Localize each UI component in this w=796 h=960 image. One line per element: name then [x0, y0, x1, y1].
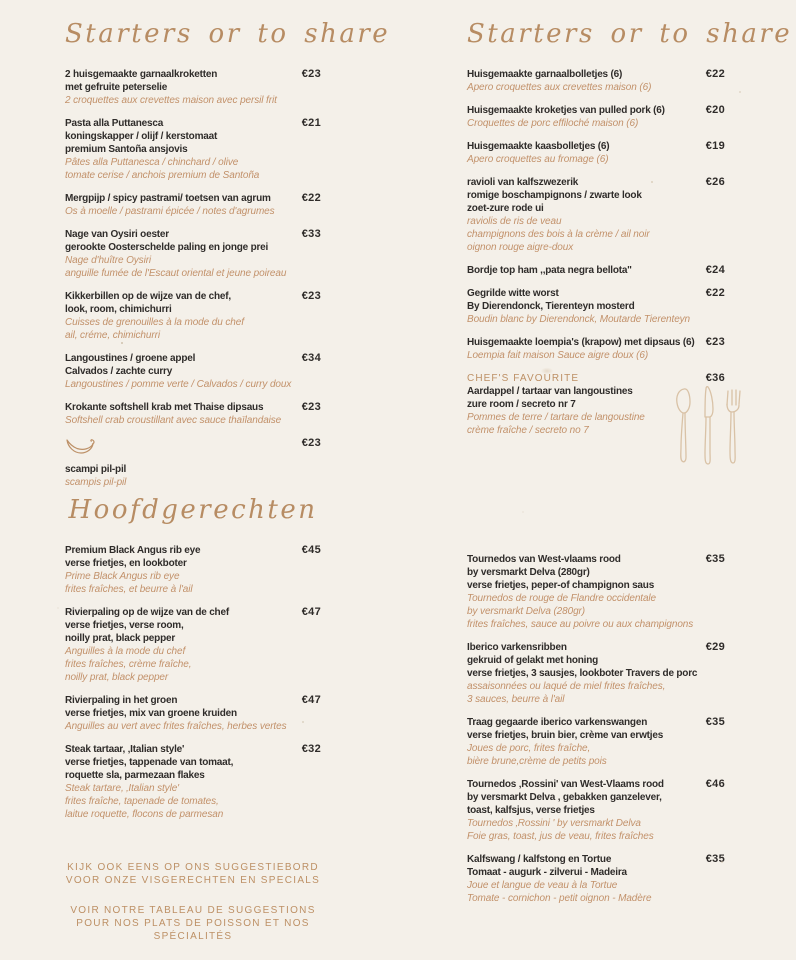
item-price: €22 — [301, 192, 321, 204]
item-translation-line: scampis pil-pil — [65, 477, 127, 488]
item-text — [467, 778, 725, 843]
cutlery-sketch-icon — [672, 384, 744, 498]
item-name-line: Bordje top ham ,,pata negra bellota'' — [467, 265, 632, 276]
item-name-line: Huisgemaakte kaasbolletjes (6) — [467, 141, 610, 152]
item-translation-line: laitue roquette, flocons de parmesan — [65, 809, 224, 820]
item-price: €23 — [301, 437, 321, 449]
item-text — [65, 743, 321, 821]
item-name-line: verse frietjes, mix van groene kruiden — [65, 708, 237, 719]
item-text — [65, 694, 321, 733]
item-price: €32 — [301, 743, 321, 755]
item-name-line: Calvados / zachte curry — [65, 366, 173, 377]
menu-item — [65, 544, 321, 596]
item-price: €23 — [301, 290, 321, 302]
item-price: €35 — [705, 553, 725, 565]
menu-item — [65, 743, 321, 821]
item-name-line: toast, kalfsjus, verse frietjes — [467, 805, 595, 816]
item-name-line: Mergpijp / spicy pastrami/ toetsen van agrum — [65, 193, 271, 204]
item-price: €33 — [301, 228, 321, 240]
menu-item — [467, 140, 725, 166]
item-name-line: Pasta alla Puttanesca — [65, 118, 164, 129]
item-text — [467, 264, 725, 277]
item-text — [65, 352, 321, 391]
item-text — [65, 68, 321, 107]
menu-item — [467, 553, 725, 631]
menu-item — [65, 117, 321, 182]
item-text — [467, 716, 725, 768]
item-translation-line: Pâtes alla Puttanesca / chinchard / olive — [65, 157, 239, 168]
item-price: €23 — [301, 401, 321, 413]
item-name-line: by versmarkt Delva (280gr) — [467, 567, 590, 578]
item-text — [65, 437, 321, 489]
item-price: €26 — [705, 176, 725, 188]
item-translation-line: frites fraîches, et beurre à l'ail — [65, 584, 193, 595]
item-translation-line: noilly prat, black pepper — [65, 672, 169, 683]
menu-item — [65, 694, 321, 733]
item-name-line: Huisgemaakte loempia's (krapow) met dipsaus (6) — [467, 337, 695, 348]
starters-right-items — [467, 68, 725, 437]
item-translation-line: frites fraîches, sauce au poivre ou aux champignons — [467, 619, 694, 630]
item-name-line: Nage van Oysiri oester — [65, 229, 169, 240]
item-translation-line: Boudin blanc by Dierendonck, Moutarde Tierenteyn — [467, 314, 691, 325]
item-name-line: Kikkerbillen op de wijze van de chef, — [65, 291, 231, 302]
menu-item — [65, 437, 321, 489]
menu-item — [65, 228, 321, 280]
item-price: €46 — [705, 778, 725, 790]
item-name-line: Kalfswang / kalfstong en Tortue — [467, 854, 612, 865]
item-price: €29 — [705, 641, 725, 653]
item-name-line: ravioli van kalfszwezerik — [467, 177, 579, 188]
item-name-line: Tomaat - augurk - zilverui - Madeira — [467, 867, 627, 878]
menu-item — [65, 606, 321, 684]
menu-item — [467, 336, 725, 362]
item-name-line: Gegrilde witte worst — [467, 288, 559, 299]
item-translation-line: Tomate - cornichon - petit oignon - Madère — [467, 893, 652, 904]
suggestions-note-fr — [65, 904, 321, 943]
item-text — [65, 606, 321, 684]
item-translation-line: Joue et langue de veau à la Tortue — [467, 880, 618, 891]
item-name-line: Traag gegaarde iberico varkenswangen — [467, 717, 648, 728]
item-translation-line: Anguilles au vert avec frites fraîches, herbes vertes — [65, 721, 287, 732]
item-name-line: premium Santoña ansjovis — [65, 144, 188, 155]
item-text — [65, 544, 321, 596]
item-price: €36 — [705, 372, 725, 384]
item-price: €22 — [705, 287, 725, 299]
chefs-favourite-label: CHEF'S FAVOURITE — [467, 373, 580, 384]
mains-left-items — [65, 544, 321, 821]
item-name-line: Rivierpaling in het groen — [65, 695, 178, 706]
starters-right-title: Starters or to share — [467, 19, 793, 49]
item-name-line: gerookte Oosterschelde paling en jonge prei — [65, 242, 269, 253]
item-price: €45 — [301, 544, 321, 556]
item-translation-line: Cuisses de grenouilles à la mode du chef — [65, 317, 244, 328]
item-text — [467, 287, 725, 326]
item-text — [467, 104, 725, 130]
item-translation-line: by versmarkt Delva (280gr) — [467, 606, 585, 617]
item-name-line: koningskapper / olijf / kerstomaat — [65, 131, 218, 142]
suggestions-note-fr-line2: POUR NOS PLATS DE POISSON ET NOS SPÉCIALITÉS — [76, 918, 310, 942]
item-text — [65, 290, 321, 342]
mains-right-items — [467, 553, 725, 905]
menu-item — [467, 716, 725, 768]
item-price: €22 — [705, 68, 725, 80]
item-translation-line: Os à moelle / pastrami épicée / notes d'agrumes — [65, 206, 275, 217]
menu-item — [467, 68, 725, 94]
item-name-line: scampi pil-pil — [65, 464, 127, 475]
starters-left-title: Starters or to share — [65, 19, 391, 49]
starters-left-items — [65, 68, 321, 489]
item-name-line: Aardappel / tartaar van langoustines — [467, 386, 633, 397]
item-translation-line: oignon rouge aigre-doux — [467, 242, 574, 253]
item-name-line: verse frietjes, verse room, — [65, 620, 184, 631]
item-name-line: verse frietjes, tappenade van tomaat, — [65, 757, 234, 768]
item-translation-line: Steak tartare, ‚Italian style' — [65, 783, 179, 794]
menu-item — [467, 176, 725, 254]
item-text — [467, 68, 725, 94]
item-translation-line: crème fraîche / secreto no 7 — [467, 425, 589, 436]
item-text — [467, 641, 725, 706]
item-text — [65, 228, 321, 280]
item-translation-line: Tournedos ‚Rossini ' by versmarkt Delva — [467, 818, 641, 829]
item-text — [467, 140, 725, 166]
suggestions-note-nl-line2: VOOR ONZE VISGERECHTEN EN SPECIALS — [65, 875, 321, 886]
item-name-line: zoet-zure rode ui — [467, 203, 544, 214]
item-translation-line: Softshell crab croustillant avec sauce thaïlandaise — [65, 415, 282, 426]
mains-title: Hoofdgerechten — [68, 495, 318, 525]
item-translation-line: Apero croquettes aux crevettes maison (6) — [467, 82, 652, 93]
menu-item — [65, 290, 321, 342]
item-name-line: zure room / secreto nr 7 — [467, 399, 576, 410]
item-price: €47 — [301, 606, 321, 618]
item-name-line: noilly prat, black pepper — [65, 633, 176, 644]
item-name-line: Tournedos ‚Rossini' van West-Vlaams rood — [467, 779, 664, 790]
item-price: €23 — [301, 68, 321, 80]
menu-item — [65, 401, 321, 427]
item-translation-line: bière brune,crème de petits pois — [467, 756, 607, 767]
item-text — [467, 553, 725, 631]
item-name-line: Krokante softshell krab met Thaise dipsaus — [65, 402, 264, 413]
item-name-line: Tournedos van West-vlaams rood — [467, 554, 621, 565]
item-name-line: met gefruite peterselie — [65, 82, 168, 93]
item-translation-line: Nage d'huître Oysiri — [65, 255, 152, 266]
item-text — [467, 336, 725, 362]
item-name-line: Huisgemaakte garnaalbolletjes (6) — [467, 69, 623, 80]
item-translation-line: Loempia fait maison Sauce aigre doux (6) — [467, 350, 649, 361]
item-translation-line: raviolis de ris de veau — [467, 216, 562, 227]
item-translation-line: anguille fumée de l'Escaut oriental et jeune poireau — [65, 268, 287, 279]
item-name-line: Iberico varkensribben — [467, 642, 567, 653]
item-price: €23 — [705, 336, 725, 348]
item-price: €35 — [705, 853, 725, 865]
menu-item — [467, 853, 725, 905]
item-translation-line: 3 sauces, beurre à l'ail — [467, 694, 565, 705]
section-mains-left — [65, 492, 321, 960]
menu-item — [65, 68, 321, 107]
item-translation-line: assaisonnées ou laqué de miel frites fraîches, — [467, 681, 666, 692]
item-text — [65, 117, 321, 182]
item-name-line: 2 huisgemaakte garnaalkroketten — [65, 69, 218, 80]
section-mains-right — [467, 553, 725, 915]
item-text — [65, 401, 321, 427]
menu-item — [65, 192, 321, 218]
item-name-line: Steak tartaar, ‚Italian style' — [65, 744, 185, 755]
item-price: €35 — [705, 716, 725, 728]
item-translation-line: Langoustines / pomme verte / Calvados / curry doux — [65, 379, 292, 390]
item-price: €21 — [301, 117, 321, 129]
item-name-line: Premium Black Angus rib eye — [65, 545, 201, 556]
menu-item — [65, 352, 321, 391]
item-text — [467, 853, 725, 905]
item-translation-line: Pommes de terre / tartare de langoustine — [467, 412, 645, 423]
item-price: €24 — [705, 264, 725, 276]
item-name-line: Rivierpaling op de wijze van de chef — [65, 607, 229, 618]
item-name-line: verse frietjes, peper-of champignon saus — [467, 580, 655, 591]
item-name-line: by versmarkt Delva , gebakken ganzelever, — [467, 792, 662, 803]
item-translation-line: ail, créme, chimichurri — [65, 330, 160, 341]
item-translation-line: Anguilles à la mode du chef — [65, 646, 186, 657]
suggestions-note — [65, 861, 321, 943]
menu-item — [467, 264, 725, 277]
chili-pepper-icon — [65, 437, 287, 457]
item-price: €20 — [705, 104, 725, 116]
item-translation-line: Foie gras, toast, jus de veau, frites fraîches — [467, 831, 654, 842]
item-name-line: Huisgemaakte kroketjes van pulled pork (6) — [467, 105, 665, 116]
item-name-line: Langoustines / groene appel — [65, 353, 196, 364]
item-name-line: By Dierendonck, Tierenteyn mosterd — [467, 301, 635, 312]
item-name-line: verse frietjes, bruin bier, crème van erwtjes — [467, 730, 664, 741]
menu-item — [467, 287, 725, 326]
item-text — [65, 192, 321, 218]
suggestions-note-nl — [65, 861, 321, 887]
item-price: €47 — [301, 694, 321, 706]
item-translation-line: champignons des bois à la crème / ail noir — [467, 229, 650, 240]
item-translation-line: Prime Black Angus rib eye — [65, 571, 180, 582]
item-price: €34 — [301, 352, 321, 364]
item-name-line: verse frietjes, 3 sausjes, lookboter Travers de porc — [467, 668, 698, 679]
menu-item — [467, 641, 725, 706]
item-price: €19 — [705, 140, 725, 152]
item-translation-line: Joues de porc, frites fraîche, — [467, 743, 591, 754]
item-translation-line: Croquettes de porc effiloché maison (6) — [467, 118, 639, 129]
menu-item — [467, 778, 725, 843]
suggestions-note-nl-line1: KIJK OOK EENS OP ONS SUGGESTIEBORD — [67, 862, 319, 873]
item-name-line: look, room, chimichurri — [65, 304, 172, 315]
section-starters-left — [65, 16, 391, 499]
item-name-line: roquette sla, parmezaan flakes — [65, 770, 205, 781]
suggestions-note-fr-line1: VOIR NOTRE TABLEAU DE SUGGESTIONS — [70, 905, 316, 916]
item-text — [467, 176, 725, 254]
item-translation-line: tomate cerise / anchois premium de Santoña — [65, 170, 260, 181]
item-translation-line: 2 croquettes aux crevettes maison avec persil frit — [65, 95, 277, 106]
item-translation-line: frites fraîche, tapenade de tomates, — [65, 796, 219, 807]
item-name-line: verse frietjes, en lookboter — [65, 558, 187, 569]
item-translation-line: frites fraîches, crème fraîche, — [65, 659, 192, 670]
item-translation-line: Apero croquettes au fromage (6) — [467, 154, 609, 165]
section-starters-right — [467, 16, 793, 447]
item-name-line: romige boschampignons / zwarte look — [467, 190, 642, 201]
item-name-line: gekruid of gelakt met honing — [467, 655, 599, 666]
menu-item — [467, 104, 725, 130]
item-translation-line: Tournedos de rouge de Flandre occidentale — [467, 593, 657, 604]
